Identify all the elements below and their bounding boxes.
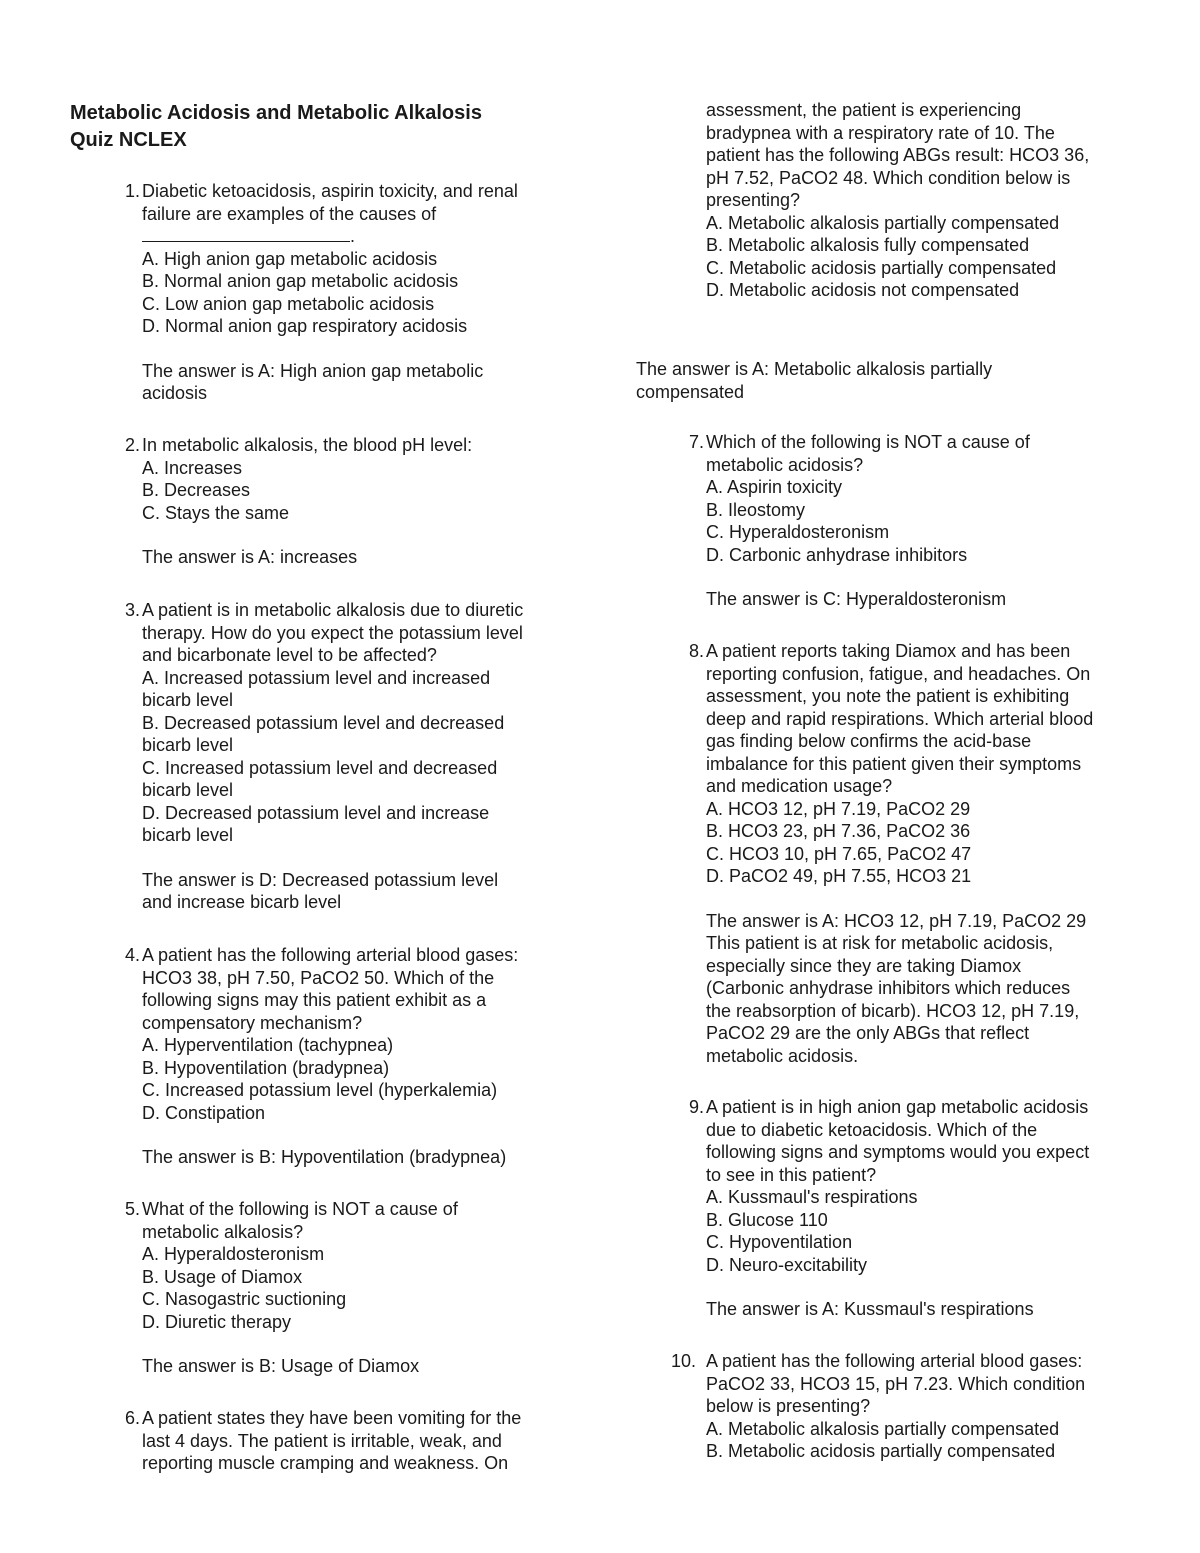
question-number: 4. — [124, 945, 140, 965]
option: B. HCO3 23, pH 7.36, PaCO2 36 — [706, 821, 971, 841]
option: A. Kussmaul's respirations — [706, 1187, 918, 1207]
option: B. Metabolic alkalosis fully compensated — [706, 235, 1030, 255]
option: A. Metabolic alkalosis partially compensated — [706, 212, 1060, 233]
answer-text: This patient is at risk for metabolic acidosis, — [706, 933, 1054, 953]
question-stem: A patient states they have been vomiting for the — [142, 1408, 522, 1428]
question-stem: due to diabetic ketoacidosis. Which of the — [706, 1119, 1038, 1140]
option: C. Nasogastric suctioning — [142, 1289, 347, 1309]
answer-text: The answer is A: increases — [142, 547, 358, 567]
option: B. Decreased potassium level and decreased — [142, 712, 505, 733]
answer-text: The answer is A: HCO3 12, pH 7.19, PaCO2 29 — [706, 910, 1087, 931]
question-stem: A patient reports taking Diamox and has been — [706, 641, 1071, 661]
question-stem: deep and rapid respirations. Which arterial blood — [706, 708, 1094, 729]
question-stem: In metabolic alkalosis, the blood pH level: — [142, 435, 473, 455]
question-stem: and medication usage? — [706, 776, 893, 796]
question-stem: following signs and symptoms would you expect — [706, 1142, 1090, 1162]
blank-underline — [142, 225, 350, 242]
option: C. Low anion gap metabolic acidosis — [142, 293, 435, 314]
question-stem: gas finding below confirms the acid-base — [706, 731, 1032, 751]
question-number: 2. — [124, 435, 140, 455]
option: bicarb level — [142, 825, 234, 845]
answer-text: The answer is A: Kussmaul's respirations — [706, 1299, 1034, 1319]
question-stem: following signs may this patient exhibit as a — [142, 990, 487, 1010]
option: B. Glucose 110 — [706, 1209, 828, 1230]
question-stem: patient has the following ABGs result: HCO3 36, — [706, 145, 1090, 165]
option: C. Stays the same — [142, 502, 290, 523]
option: B. Hypoventilation (bradypnea) — [142, 1057, 390, 1078]
title-line: Quiz NCLEX — [70, 129, 187, 151]
question-stem: therapy. How do you expect the potassium level — [142, 622, 523, 643]
option: B. Usage of Diamox — [142, 1266, 303, 1287]
question-stem: What of the following is NOT a cause of — [142, 1199, 458, 1219]
question-stem: metabolic acidosis? — [706, 454, 864, 475]
option: A. Increased potassium level and increased — [142, 667, 491, 688]
option: bicarb level — [142, 690, 234, 710]
answer-text: metabolic acidosis. — [706, 1045, 859, 1066]
blank-suffix: . — [350, 226, 356, 246]
question-stem: metabolic alkalosis? — [142, 1221, 304, 1242]
option: A. Metabolic alkalosis partially compensated — [706, 1418, 1060, 1439]
question-stem: A patient is in metabolic alkalosis due to diuretic — [142, 600, 524, 620]
question-number: 8. — [688, 641, 704, 661]
option: D. Carbonic anhydrase inhibitors — [706, 544, 968, 565]
answer-text: (Carbonic anhydrase inhibitors which reduces — [706, 978, 1071, 998]
quiz-title — [70, 100, 590, 154]
option: C. Hyperaldosteronism — [706, 522, 890, 542]
option: bicarb level — [142, 780, 234, 800]
question-stem: and bicarbonate level to be affected? — [142, 645, 437, 665]
question-stem: reporting muscle cramping and weakness. On — [142, 1453, 509, 1473]
answer-text: PaCO2 29 are the only ABGs that reflect — [706, 1023, 1030, 1043]
question-stem: last 4 days. The patient is irritable, weak, and — [142, 1430, 502, 1451]
option: A. Aspirin toxicity — [706, 477, 843, 497]
question-stem: assessment, the patient is experiencing — [706, 100, 1022, 120]
option: D. PaCO2 49, pH 7.55, HCO3 21 — [706, 866, 972, 886]
question-stem: A patient is in high anion gap metabolic acidosis — [706, 1097, 1089, 1117]
option: A. HCO3 12, pH 7.19, PaCO2 29 — [706, 798, 971, 819]
option: D. Neuro-excitability — [706, 1254, 868, 1275]
question-stem: to see in this patient? — [706, 1164, 877, 1185]
question-stem: imbalance for this patient given their symptoms — [706, 753, 1082, 774]
question-stem: compensatory mechanism? — [142, 1012, 363, 1033]
answer-text: and increase bicarb level — [142, 892, 342, 912]
question-stem: below is presenting? — [706, 1396, 871, 1416]
question-number: 1. — [124, 181, 140, 201]
question-stem: HCO3 38, pH 7.50, PaCO2 50. Which of the — [142, 967, 495, 988]
option: D. Diuretic therapy — [142, 1311, 292, 1332]
question-number: 6. — [124, 1408, 140, 1428]
question-number: 5. — [124, 1199, 140, 1219]
option: B. Metabolic acidosis partially compensated — [706, 1441, 1056, 1461]
question-stem: reporting confusion, fatigue, and headaches. On — [706, 663, 1091, 684]
answer-text: the reabsorption of bicarb). HCO3 12, pH 7.19, — [706, 1000, 1080, 1021]
question-stem: presenting? — [706, 190, 801, 210]
answer-text: The answer is B: Usage of Diamox — [142, 1356, 420, 1376]
answer-text: especially since they are taking Diamox — [706, 955, 1022, 976]
option: B. Ileostomy — [706, 499, 806, 520]
option: D. Constipation — [142, 1102, 266, 1123]
option: C. Metabolic acidosis partially compensated — [706, 257, 1057, 278]
answer-text: The answer is B: Hypoventilation (bradypnea) — [142, 1147, 507, 1167]
option: C. Increased potassium level and decreased — [142, 757, 498, 778]
question-stem: failure are examples of the causes of — [142, 203, 437, 224]
question-stem: A patient has the following arterial blood gases: — [706, 1351, 1083, 1371]
answer-text: The answer is A: High anion gap metabolic — [142, 360, 484, 381]
question-stem: PaCO2 33, HCO3 15, pH 7.23. Which condition — [706, 1373, 1086, 1394]
option: C. Increased potassium level (hyperkalemia) — [142, 1080, 498, 1100]
question-number: 10. — [670, 1351, 696, 1371]
option: D. Normal anion gap respiratory acidosis — [142, 316, 468, 336]
title-line: Metabolic Acidosis and Metabolic Alkalosis — [70, 102, 482, 124]
answer-text: The answer is D: Decreased potassium level — [142, 869, 499, 890]
question-stem: Which of the following is NOT a cause of — [706, 432, 1030, 452]
option: D. Decreased potassium level and increase — [142, 802, 490, 823]
answer-text: acidosis — [142, 383, 208, 403]
option: A. Increases — [142, 457, 243, 478]
question-stem: Diabetic ketoacidosis, aspirin toxicity, and renal — [142, 181, 518, 201]
option: C. HCO3 10, pH 7.65, PaCO2 47 — [706, 843, 972, 864]
question-number: 9. — [688, 1097, 704, 1117]
option: A. Hyperaldosteronism — [142, 1244, 325, 1264]
option: B. Normal anion gap metabolic acidosis — [142, 271, 459, 291]
answer-text: The answer is A: Metabolic alkalosis partially — [636, 359, 993, 379]
question-number: 7. — [688, 432, 704, 452]
option: B. Decreases — [142, 480, 251, 500]
question-stem: A patient has the following arterial blood gases: — [142, 945, 519, 965]
question-stem: pH 7.52, PaCO2 48. Which condition below is — [706, 167, 1071, 188]
answer-blank — [142, 225, 582, 248]
option: C. Hypoventilation — [706, 1232, 853, 1252]
answer-text: compensated — [636, 381, 745, 402]
option: A. Hyperventilation (tachypnea) — [142, 1035, 394, 1055]
option: D. Metabolic acidosis not compensated — [706, 280, 1020, 300]
question-stem: assessment, you note the patient is exhibiting — [706, 686, 1070, 706]
answer-text: The answer is C: Hyperaldosteronism — [706, 589, 1007, 609]
question-number: 3. — [124, 600, 140, 620]
question-stem: bradypnea with a respiratory rate of 10. The — [706, 122, 1055, 143]
option: bicarb level — [142, 735, 234, 755]
option: A. High anion gap metabolic acidosis — [142, 248, 438, 269]
